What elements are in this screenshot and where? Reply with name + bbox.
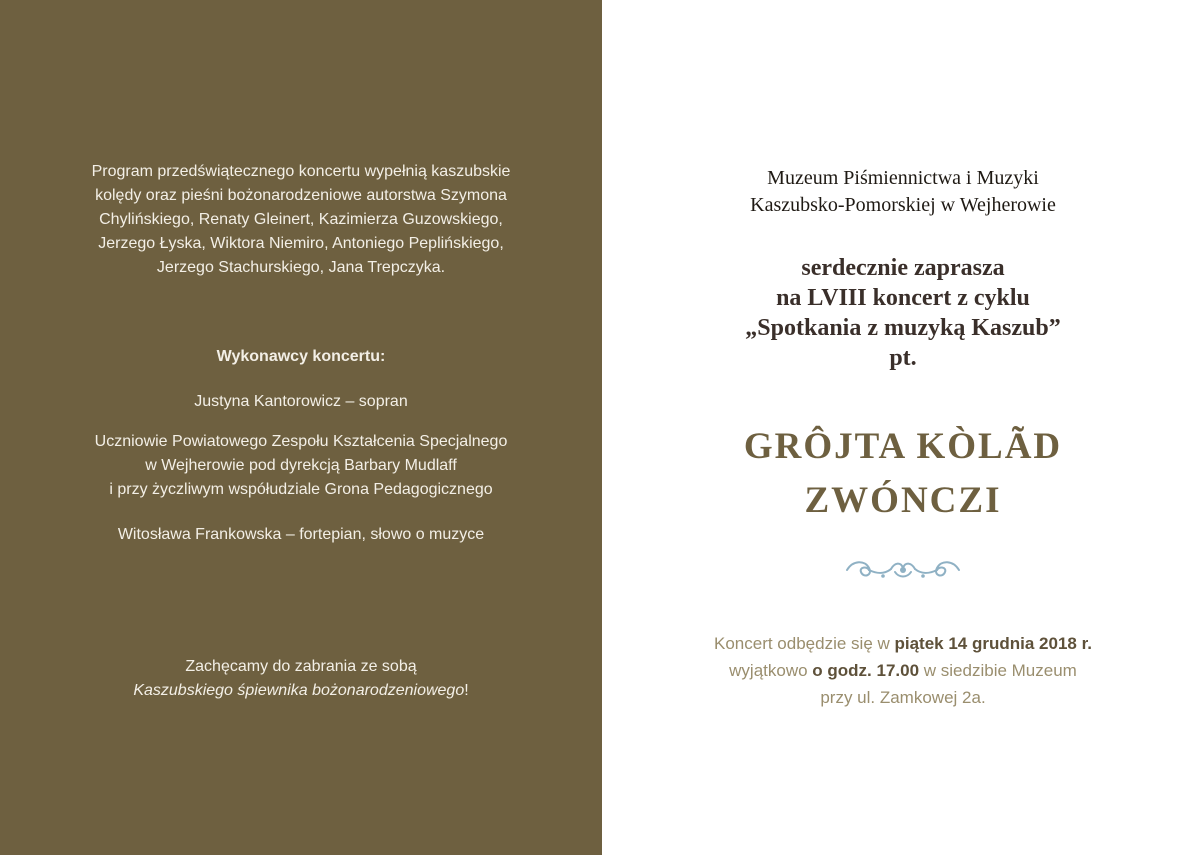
concert-time: o godz. 17.00: [812, 661, 920, 680]
details-time-line: [602, 657, 1204, 684]
museum-name: [602, 165, 1204, 219]
performer-students-line: w Wejherowie pod dyrekcją Barbary Mudlaff: [145, 457, 457, 474]
museum-name-line: Muzeum Piśmiennictwa i Muzyki: [767, 167, 1039, 189]
encouragement-songbook-line: [0, 679, 602, 703]
program-line: Program przedświątecznego koncertu wypełnią kaszubskie: [91, 163, 511, 180]
flourish-ornament-icon: [602, 556, 1204, 586]
encouragement-line: Zachęcamy do zabrania ze sobą: [185, 658, 417, 675]
concert-address: przy ul. Zamkowej 2a.: [820, 688, 986, 707]
encouragement-note: [0, 655, 602, 703]
details-text: w siedzibie Muzeum: [919, 661, 1077, 680]
details-date-line: [602, 630, 1204, 657]
details-text: Koncert odbędzie się w: [714, 634, 895, 653]
invitation-line: na LVIII koncert z cyklu: [776, 285, 1030, 311]
performer-students: [0, 430, 602, 502]
invitation-text: [602, 253, 1204, 373]
details-text: wyjątkowo: [729, 661, 813, 680]
performer-soprano: Justyna Kantorowicz – sopran: [194, 393, 408, 410]
concert-title-line: ZWÓNCZI: [804, 480, 1002, 521]
concert-date: piątek 14 grudnia 2018 r.: [894, 634, 1092, 653]
program-line: Chylińskiego, Renaty Gleinert, Kazimierza Guzowskiego,: [99, 211, 503, 228]
exclamation: !: [464, 682, 469, 699]
invitation-line: serdecznie zaprasza: [801, 255, 1005, 281]
program-description: [0, 160, 602, 280]
concert-details: [602, 630, 1204, 711]
performer-piano: Witosława Frankowska – fortepian, słowo o muzyce: [117, 526, 485, 543]
museum-name-line: Kaszubsko-Pomorskiej w Wejherowie: [750, 194, 1056, 216]
invitation-line: „Spotkania z muzyką Kaszub”: [745, 315, 1061, 341]
invitation-line: pt.: [889, 345, 917, 371]
songbook-title: Kaszubskiego śpiewnika bożonarodzeniowego: [133, 682, 465, 699]
program-line: Jerzego Stachurskiego, Jana Trepczyka.: [156, 259, 446, 276]
concert-title: [602, 420, 1204, 528]
program-line: kolędy oraz pieśni bożonarodzeniowe autorstwa Szymona: [95, 187, 507, 204]
right-panel: [602, 0, 1204, 855]
performer-students-line: i przy życzliwym współudziale Grona Pedagogicznego: [109, 481, 493, 498]
program-line: Jerzego Łyska, Wiktora Niemiro, Antoniego Peplińskiego,: [98, 235, 504, 252]
performer-students-line: Uczniowie Powiatowego Zespołu Kształcenia Specjalnego: [94, 433, 508, 450]
concert-title-line: GRÔJTA KÒLÃD: [743, 426, 1063, 467]
performers-heading: Wykonawcy koncertu:: [216, 348, 386, 365]
